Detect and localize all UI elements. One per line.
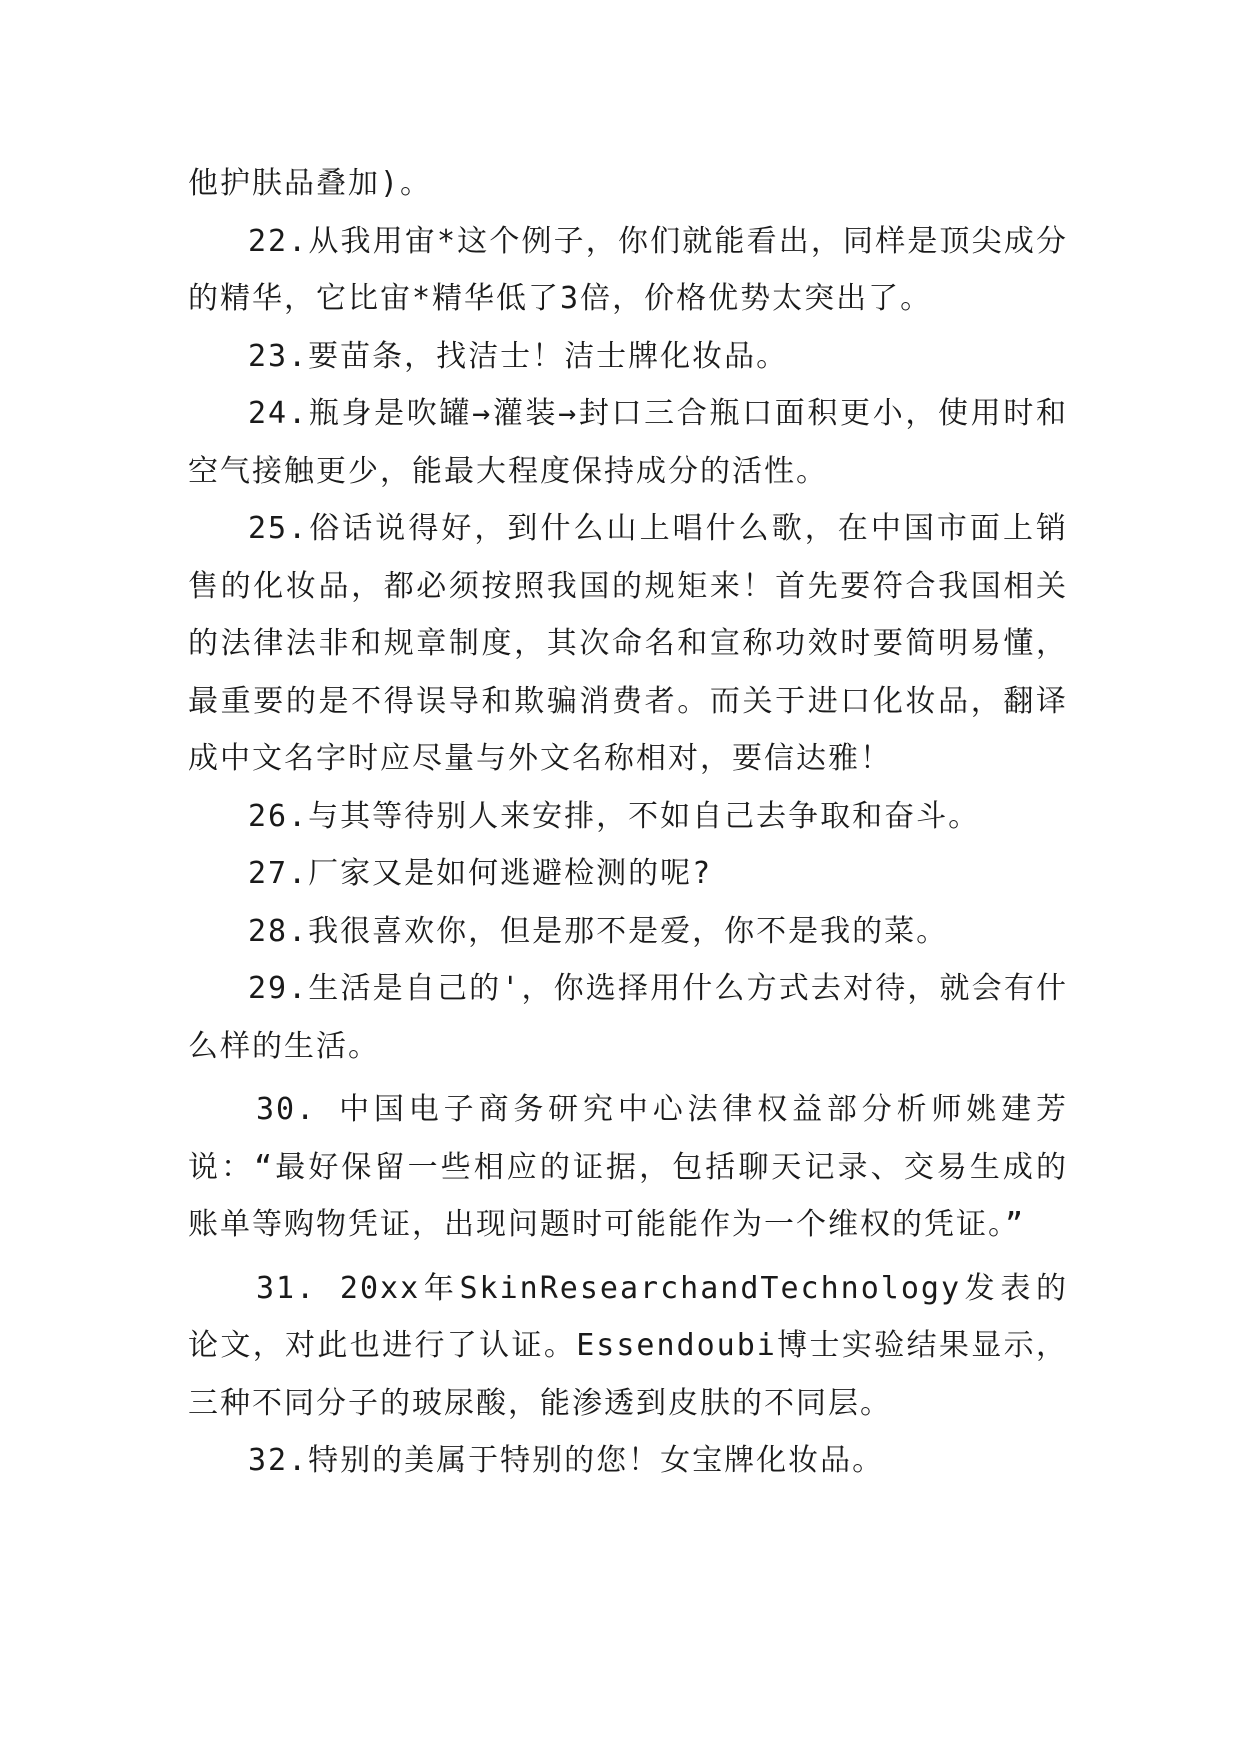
paragraph-30: 30. 中国电子商务研究中心法律权益部分析师姚建芳说：“最好保留一些相应的证据，包括聊天记录、交易生成的账单等购物凭证，出现问题时可能能作为一个维权的凭证。” (188, 1092, 1068, 1242)
paragraph-23: 23.要苗条，找洁士！洁士牌化妆品。 (248, 338, 789, 374)
paragraph-29: 29.生活是自己的'，你选择用什么方式去对待，就会有什么样的生活。 (188, 971, 1068, 1064)
paragraph-26: 26.与其等待别人来安排，不如自己去争取和奋斗。 (248, 798, 981, 834)
paragraph-24: 24.瓶身是吹罐→灌装→封口三合瓶口面积更小，使用时和空气接触更少，能最大程度保持成分的活性。 (188, 396, 1068, 489)
paragraph-31: 31. 20xx年SkinResearchandTechnology发表的论文，对此也进行了认证。Essendoubi博士实验结果显示，三种不同分子的玻尿酸，能渗透到皮肤的不同层。 (188, 1270, 1068, 1421)
paragraph-22: 22.从我用宙*这个例子，你们就能看出，同样是顶尖成分的精华，它比宙*精华低了3倍，价格优势太突出了。 (188, 223, 1068, 316)
paragraph-27: 27.厂家又是如何逃避检测的呢? (248, 856, 713, 891)
paragraph-continuation: 他护肤品叠加)。 (188, 166, 433, 201)
document-page (188, 155, 1068, 1490)
paragraph-25: 25.俗话说得好，到什么山上唱什么歌，在中国市面上销售的化妆品，都必须按照我国的规矩来！首先要符合我国相关的法律法非和规章制度，其次命名和宣称功效时要简明易懂，最重要的是不得误导和欺骗消费者。而关于进口化妆品，翻译成中文名字时应尽量与外文名称相对，要信达雅！ (188, 511, 1068, 776)
paragraph-32: 32.特别的美属于特别的您！女宝牌化妆品。 (248, 1443, 885, 1478)
paragraph-28: 28.我很喜欢你，但是那不是爱，你不是我的菜。 (248, 913, 949, 949)
